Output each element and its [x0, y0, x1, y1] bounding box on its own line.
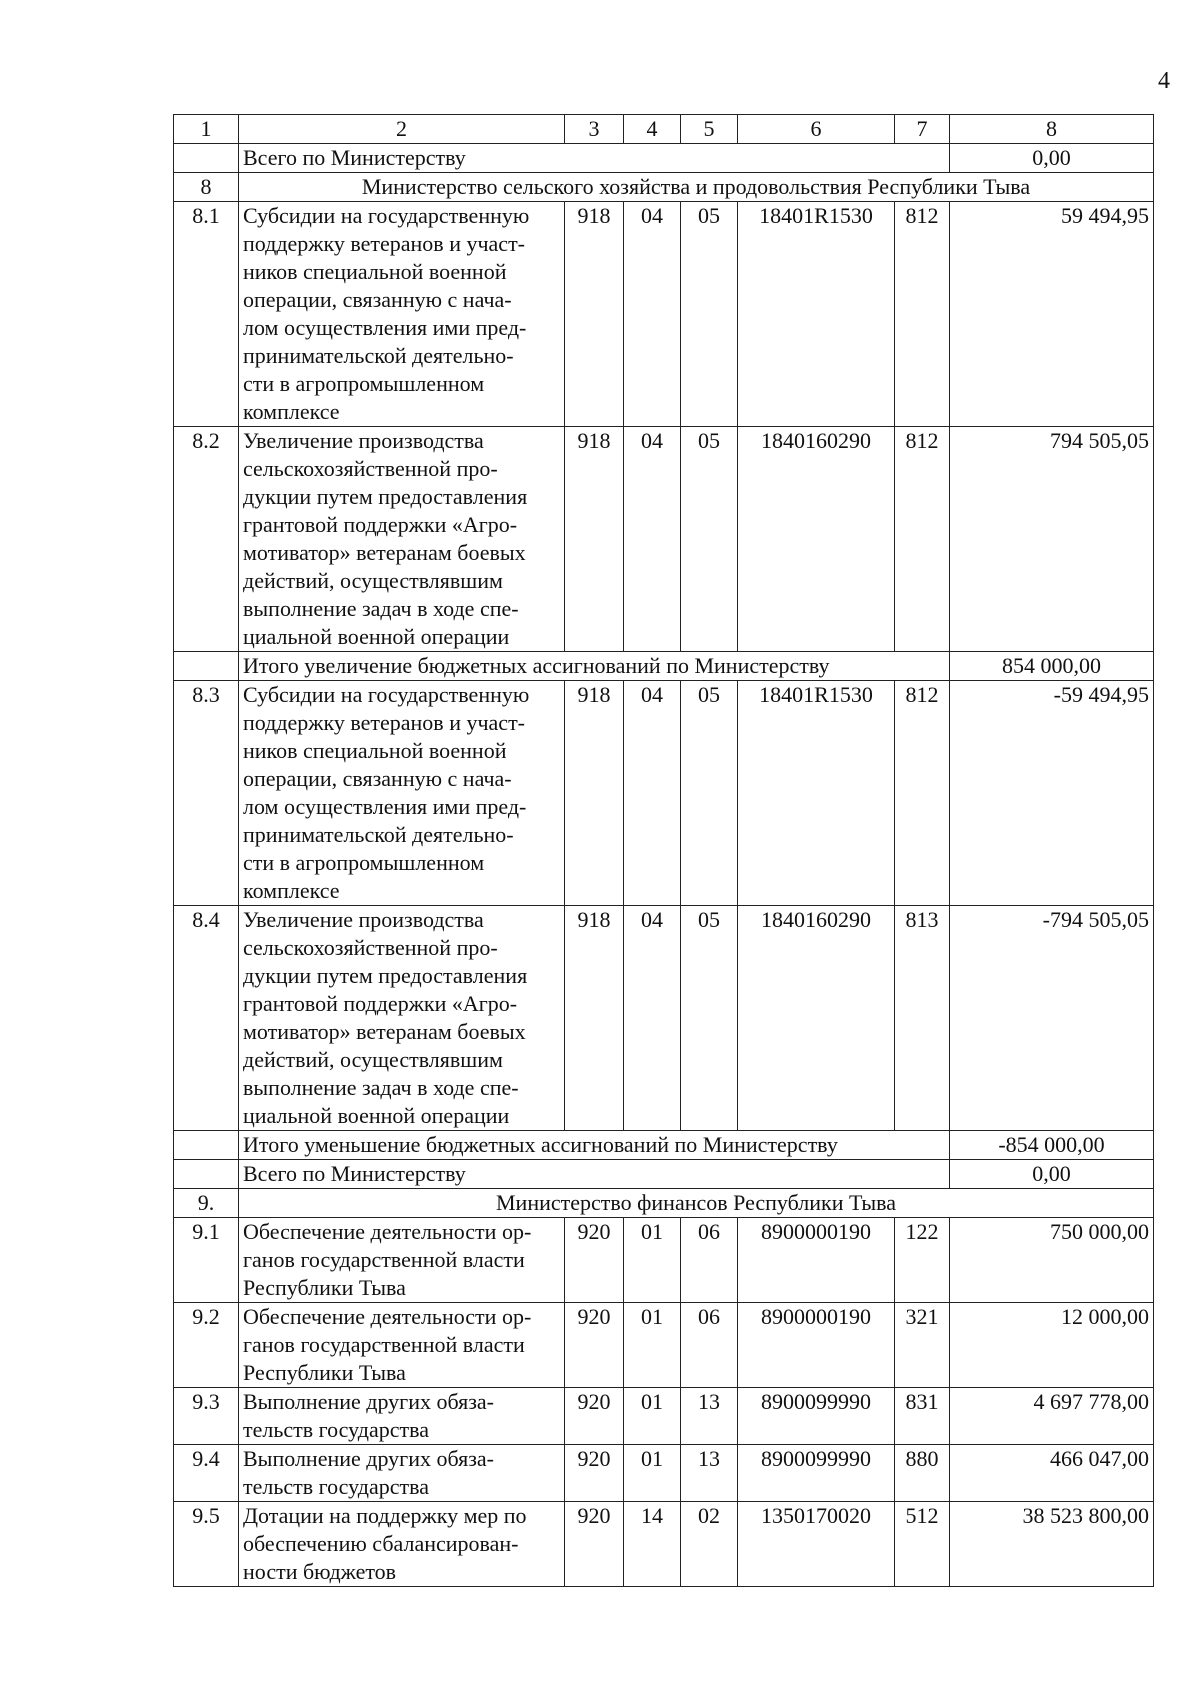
item-amount: 794 505,05: [950, 427, 1154, 652]
summary-num-cell: [174, 1160, 239, 1189]
description-line: дукции путем предоставления: [243, 963, 528, 988]
summary-num-cell: [174, 1131, 239, 1160]
description-line: Субсидии на государственную: [243, 682, 530, 707]
summary-amount: 854 000,00: [950, 652, 1154, 681]
subsection-code: 05: [681, 202, 738, 427]
description-line: Дотации на поддержку мер по: [243, 1503, 527, 1528]
description-line: ности бюджетов: [243, 1559, 397, 1584]
description-line: комплексе: [243, 399, 340, 424]
item-amount: -59 494,95: [950, 681, 1154, 906]
description-line: циальной военной операции: [243, 624, 510, 649]
expense-type-code: 880: [895, 1445, 950, 1502]
budget-table: [173, 114, 1154, 1587]
section-code: 14: [624, 1502, 681, 1587]
ministry-code: 918: [565, 427, 624, 652]
summary-label: Всего по Министерству: [239, 1160, 950, 1189]
expense-type-code: 813: [895, 906, 950, 1131]
summary-num-cell: [174, 144, 239, 173]
description-line: принимательской деятельно-: [243, 822, 514, 847]
subsection-code: 05: [681, 427, 738, 652]
section-number: 8: [174, 173, 239, 202]
col-header-7: 7: [895, 115, 950, 144]
section-title: Министерство сельского хозяйства и продовольствия Республики Тыва: [239, 173, 1154, 202]
item-number: 9.5: [174, 1502, 239, 1587]
item-number: 9.1: [174, 1218, 239, 1303]
table-row: [174, 427, 1154, 652]
table-row: [174, 1445, 1154, 1502]
description-line: сти в агропромышленном: [243, 850, 485, 875]
description-line: Обеспечение деятельности ор-: [243, 1304, 532, 1329]
page-number: 4: [1158, 68, 1170, 94]
section-title: Министерство финансов Республики Тыва: [239, 1189, 1154, 1218]
summary-row: [174, 652, 1154, 681]
section-code: 04: [624, 427, 681, 652]
section-code: 01: [624, 1445, 681, 1502]
description-line: ганов государственной власти: [243, 1332, 525, 1357]
expense-type-code: 831: [895, 1388, 950, 1445]
target-article-code: 8900000190: [738, 1218, 895, 1303]
section-number: 9.: [174, 1189, 239, 1218]
target-article-code: 18401R1530: [738, 681, 895, 906]
description-line: Республики Тыва: [243, 1275, 406, 1300]
ministry-code: 920: [565, 1303, 624, 1388]
description-line: Обеспечение деятельности ор-: [243, 1219, 532, 1244]
description-line: грантовой поддержки «Агро-: [243, 991, 518, 1016]
item-description: [239, 202, 565, 427]
item-description: [239, 1445, 565, 1502]
expense-type-code: 122: [895, 1218, 950, 1303]
col-header-4: 4: [624, 115, 681, 144]
summary-amount: 0,00: [950, 1160, 1154, 1189]
ministry-code: 918: [565, 202, 624, 427]
summary-amount: -854 000,00: [950, 1131, 1154, 1160]
item-number: 8.4: [174, 906, 239, 1131]
subsection-code: 06: [681, 1303, 738, 1388]
target-article-code: 1840160290: [738, 427, 895, 652]
expense-type-code: 512: [895, 1502, 950, 1587]
description-line: сельскохозяйственной про-: [243, 456, 498, 481]
description-line: сти в агропромышленном: [243, 371, 485, 396]
description-line: Субсидии на государственную: [243, 203, 530, 228]
description-line: поддержку ветеранов и участ-: [243, 231, 526, 256]
summary-label: Итого увеличение бюджетных ассигнований по Министерству: [239, 652, 950, 681]
col-header-5: 5: [681, 115, 738, 144]
section-code: 04: [624, 202, 681, 427]
summary-label: Итого уменьшение бюджетных ассигнований по Министерству: [239, 1131, 950, 1160]
description-line: мотиватор» ветеранам боевых: [243, 540, 526, 565]
expense-type-code: 812: [895, 427, 950, 652]
item-amount: 59 494,95: [950, 202, 1154, 427]
description-line: ников специальной военной: [243, 259, 507, 284]
subsection-code: 02: [681, 1502, 738, 1587]
description-line: лом осуществления ими пред-: [243, 315, 527, 340]
summary-amount: 0,00: [950, 144, 1154, 173]
ministry-code: 920: [565, 1388, 624, 1445]
expense-type-code: 812: [895, 681, 950, 906]
description-line: выполнение задач в ходе спе-: [243, 1075, 519, 1100]
item-description: [239, 427, 565, 652]
expense-type-code: 812: [895, 202, 950, 427]
description-line: лом осуществления ими пред-: [243, 794, 527, 819]
col-header-2: 2: [239, 115, 565, 144]
table-row: [174, 1218, 1154, 1303]
target-article-code: 1840160290: [738, 906, 895, 1131]
subsection-code: 13: [681, 1445, 738, 1502]
item-number: 8.3: [174, 681, 239, 906]
item-amount: -794 505,05: [950, 906, 1154, 1131]
description-line: тельств государства: [243, 1474, 429, 1499]
table-row: [174, 906, 1154, 1131]
table-body: [174, 115, 1154, 1587]
section-code: 04: [624, 681, 681, 906]
description-line: действий, осуществлявшим: [243, 1047, 503, 1072]
description-line: поддержку ветеранов и участ-: [243, 710, 526, 735]
item-description: [239, 1388, 565, 1445]
section-code: 01: [624, 1303, 681, 1388]
expense-type-code: 321: [895, 1303, 950, 1388]
description-line: грантовой поддержки «Агро-: [243, 512, 518, 537]
description-line: Выполнение других обяза-: [243, 1446, 495, 1471]
target-article-code: 18401R1530: [738, 202, 895, 427]
summary-row: [174, 1131, 1154, 1160]
item-number: 9.4: [174, 1445, 239, 1502]
description-line: Выполнение других обяза-: [243, 1389, 495, 1414]
col-header-6: 6: [738, 115, 895, 144]
ministry-code: 920: [565, 1445, 624, 1502]
description-line: тельств государства: [243, 1417, 429, 1442]
description-line: обеспечению сбалансирован-: [243, 1531, 519, 1556]
ministry-code: 918: [565, 681, 624, 906]
summary-row: [174, 1160, 1154, 1189]
col-header-8: 8: [950, 115, 1154, 144]
item-description: [239, 1303, 565, 1388]
section-row: [174, 1189, 1154, 1218]
ministry-code: 920: [565, 1502, 624, 1587]
target-article-code: 8900099990: [738, 1445, 895, 1502]
table-row: [174, 1303, 1154, 1388]
summary-num-cell: [174, 652, 239, 681]
description-line: сельскохозяйственной про-: [243, 935, 498, 960]
col-header-1: 1: [174, 115, 239, 144]
subsection-code: 06: [681, 1218, 738, 1303]
item-amount: 4 697 778,00: [950, 1388, 1154, 1445]
target-article-code: 1350170020: [738, 1502, 895, 1587]
section-code: 04: [624, 906, 681, 1131]
subsection-code: 05: [681, 906, 738, 1131]
description-line: операции, связанную с нача-: [243, 287, 512, 312]
description-line: Увеличение производства: [243, 428, 484, 453]
item-amount: 38 523 800,00: [950, 1502, 1154, 1587]
item-number: 8.2: [174, 427, 239, 652]
description-line: ганов государственной власти: [243, 1247, 525, 1272]
item-description: [239, 681, 565, 906]
target-article-code: 8900099990: [738, 1388, 895, 1445]
description-line: принимательской деятельно-: [243, 343, 514, 368]
section-row: [174, 173, 1154, 202]
description-line: Республики Тыва: [243, 1360, 406, 1385]
section-code: 01: [624, 1218, 681, 1303]
description-line: Увеличение производства: [243, 907, 484, 932]
description-line: циальной военной операции: [243, 1103, 510, 1128]
ministry-code: 918: [565, 906, 624, 1131]
table-row: [174, 202, 1154, 427]
col-header-3: 3: [565, 115, 624, 144]
description-line: мотиватор» ветеранам боевых: [243, 1019, 526, 1044]
item-amount: 12 000,00: [950, 1303, 1154, 1388]
target-article-code: 8900000190: [738, 1303, 895, 1388]
header-row: [174, 115, 1154, 144]
description-line: ников специальной военной: [243, 738, 507, 763]
description-line: операции, связанную с нача-: [243, 766, 512, 791]
table-row: [174, 681, 1154, 906]
description-line: выполнение задач в ходе спе-: [243, 596, 519, 621]
subsection-code: 05: [681, 681, 738, 906]
section-code: 01: [624, 1388, 681, 1445]
item-description: [239, 906, 565, 1131]
item-description: [239, 1502, 565, 1587]
item-amount: 466 047,00: [950, 1445, 1154, 1502]
summary-label: Всего по Министерству: [239, 144, 950, 173]
description-line: комплексе: [243, 878, 340, 903]
summary-row: [174, 144, 1154, 173]
ministry-code: 920: [565, 1218, 624, 1303]
table-row: [174, 1388, 1154, 1445]
table-row: [174, 1502, 1154, 1587]
item-number: 8.1: [174, 202, 239, 427]
description-line: действий, осуществлявшим: [243, 568, 503, 593]
item-amount: 750 000,00: [950, 1218, 1154, 1303]
item-number: 9.3: [174, 1388, 239, 1445]
item-number: 9.2: [174, 1303, 239, 1388]
subsection-code: 13: [681, 1388, 738, 1445]
description-line: дукции путем предоставления: [243, 484, 528, 509]
item-description: [239, 1218, 565, 1303]
